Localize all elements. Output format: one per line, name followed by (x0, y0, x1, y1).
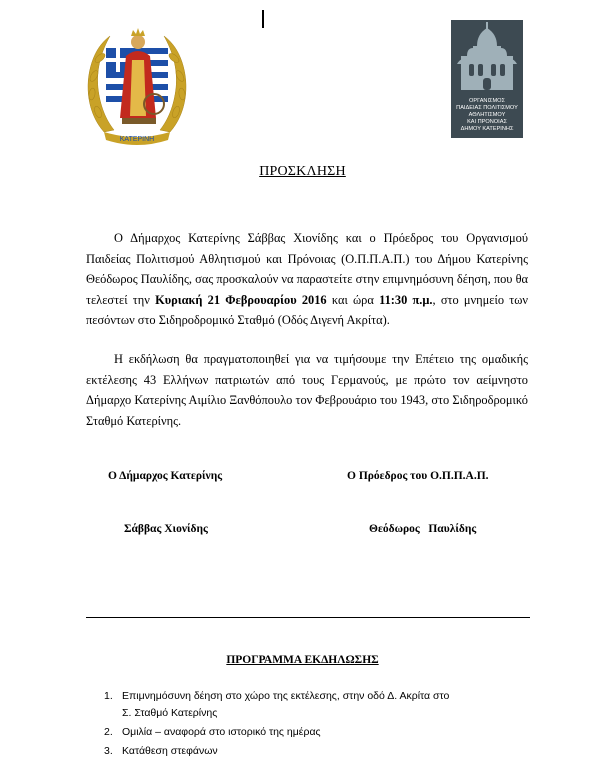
document-title: ΠΡΟΣΚΛΗΣΗ (259, 164, 346, 179)
event-date: Κυριακή 21 Φεβρουαρίου 2016 (155, 292, 327, 307)
list-item-text: Ομιλία – αναφορά στο ιστορικό της ημέρας (122, 726, 321, 738)
list-item (86, 724, 546, 741)
president-name: Θεόδωρος Παυλίδης (369, 523, 477, 535)
logo-caption: ΚΑΤΕΡΙΝΗ (119, 136, 155, 143)
list-item-text: Κατάθεση στεφάνων (122, 745, 218, 757)
event-time: 11:30 π.μ. (379, 292, 433, 307)
invitation-paragraph (86, 228, 528, 331)
mayor-title: Ο Δήμαρχος Κατερίνης (108, 470, 223, 482)
list-item-number: 1. (104, 690, 113, 702)
list-item-text: Επιμνημόσυνη δέηση στο χώρο της εκτέλεσης, στην οδό Δ. Ακρίτα στο Σ. Σταθμό Κατερίνης (122, 690, 450, 719)
logo-caption-line: ΔΗΜΟΥ ΚΑΤΕΡΙΝΗΣ (460, 126, 514, 132)
paragraph-text: , στο μνημείο των πεσόντων στο Σιδηροδρομικό Σταθμό (Οδός Διγενή Ακρίτα). (86, 292, 528, 327)
president-title: Ο Πρόεδρος του Ο.Π.Π.Α.Π. (347, 470, 489, 482)
program-title: ΠΡΟΓΡΑΜΜΑ ΕΚΔΗΛΩΣΗΣ (226, 654, 379, 666)
list-item (86, 743, 546, 760)
logo-caption-line: ΟΡΓΑΝΙΣΜΟΣ (469, 98, 505, 104)
program-list (86, 688, 546, 762)
event-description-paragraph: Η εκδήλωση θα πραγματοποιηθεί για να τιμήσουμε την Επέτειο της ομαδικής εκτέλεσης 43 Ελλήνων πατριωτών από τους Γερμανούς, με πρώτο τον αείμνηστο Δήμαρχο Κατερίνης Αιμίλιο Ξανθόπουλο τον Φεβρουάριο του 1943, στο Σιδηροδρομικό Σταθμό Κατερίνης. (86, 352, 528, 428)
list-item-number: 2. (104, 726, 113, 738)
oppap-organization-logo (451, 20, 523, 138)
list-item (86, 688, 546, 722)
paragraph-text: και ώρα (326, 292, 380, 307)
katerini-municipality-logo (82, 20, 192, 150)
mayor-name: Σάββας Χιονίδης (124, 523, 208, 535)
list-item-number: 3. (104, 745, 113, 757)
text-cursor (262, 10, 264, 28)
logo-caption-line: ΚΑΙ ΠΡΟΝΟΙΑΣ (467, 119, 507, 125)
logo-caption-line: ΠΑΙΔΕΙΑΣ ΠΟΛΙΤΙΣΜΟΥ (456, 105, 518, 111)
horizontal-divider (86, 617, 530, 618)
logo-caption-line: ΑΘΛΗΤΙΣΜΟΥ (468, 112, 506, 118)
paragraph-text: Ο Δήμαρχος Κατερίνης Σάββας Χιονίδης και ο Πρόεδρος του Οργανισμού Παιδείας Πολιτισμού Αθλητισμού και Πρόνοιας (Ο.Π.Π.Α.Π.) του Δήμου Κατερίνης Θεόδωρος Παυλίδης, σας προσκαλούν να παραστείτε στην επιμνημόσυνη δέηση, που θα τελεστεί την (86, 231, 528, 307)
